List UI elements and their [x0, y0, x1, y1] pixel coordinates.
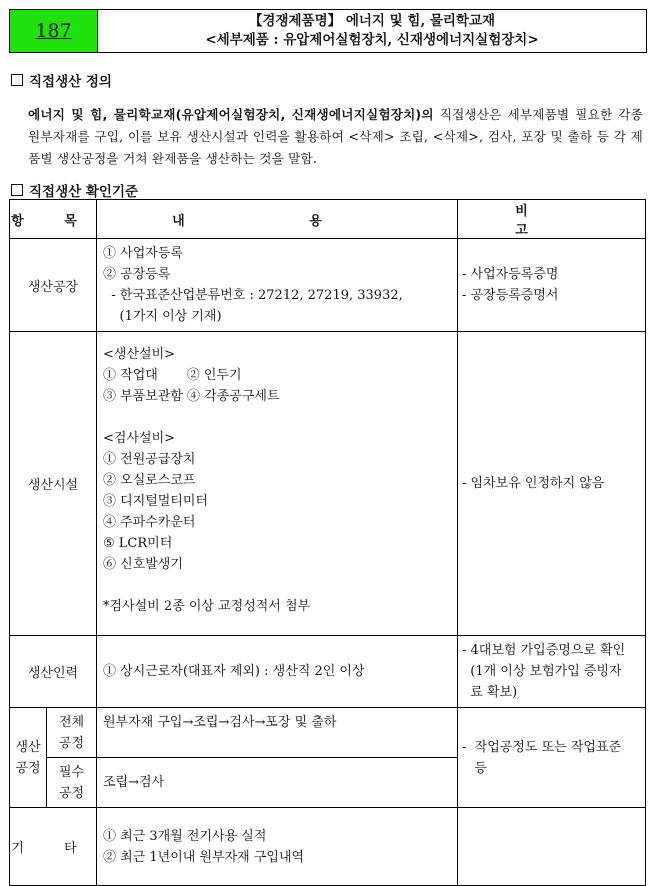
row-content: ① 최근 3개월 전기사용 실적 ② 최근 1년이내 원부자재 구입내역 [97, 808, 458, 886]
table-row-facility [10, 332, 646, 636]
row-content: ① 사업자등록 ② 공장등록 - 한국표준산업분류번호 : 27212, 27219, 33932, (1가지 이상 기재) [97, 239, 458, 332]
table-row-process-full [10, 708, 646, 758]
criteria-heading-text: 직접생산 확인기준 [29, 184, 139, 200]
row-content-full: 원부자재 구입→조립→검사→포장 및 출하 [97, 708, 458, 758]
col-note-header: 비 고 [458, 200, 646, 239]
row-sublabel-full: 전체 공정 [47, 708, 97, 758]
row-note [458, 808, 646, 886]
product-title-line2: <세부제품 : 유압제어실험장치, 신재생에너지실험장치> [205, 32, 539, 48]
col-content-header: 내 용 [97, 200, 458, 239]
col-item-header: 항 목 [10, 200, 97, 239]
definition-bold: 에너지 및 힘, 물리학교재(유압제어실험장치, 신재생에너지실험장치)의 [28, 107, 434, 122]
row-label-process: 생산 공정 [10, 708, 47, 808]
row-note: - 4대보험 가입증명으로 확인 (1개 이상 보험가입 증빙자 료 확보) [458, 636, 646, 708]
row-content: ① 상시근로자(대표자 제외) : 생산직 2인 이상 [97, 636, 458, 708]
row-label: 생산시설 [10, 332, 97, 636]
row-label: 기 타 [10, 808, 97, 886]
table-row-personnel [10, 636, 646, 708]
product-header [9, 9, 647, 53]
table-row-other [10, 808, 646, 886]
row-content: <생산설비> ① 작업대 ② 인두기 ③ 부품보관함 ④ 각종공구세트 <검사설비> ① 전원공급장치 ② 오실로스코프 ③ 디지털멀티미터 ④ 주파수카운터 ⑤ LCR미터 ⑥ 신호발생기 *검사설비 2종 이상 교정성적서 첨부 [97, 332, 458, 636]
criteria-heading [11, 180, 138, 200]
row-content-required: 조립→검사 [97, 758, 458, 808]
product-number: 187 [10, 10, 98, 52]
row-note: - 사업자등록증명 - 공장등록증명서 [458, 239, 646, 332]
row-sublabel-required: 필수 공정 [47, 758, 97, 808]
definition-heading [11, 70, 112, 90]
square-bullet-icon [11, 184, 23, 196]
row-label: 생산공장 [10, 239, 97, 332]
product-title-line1: 【경쟁제품명】 에너지 및 힘, 물리학교재 [248, 13, 496, 29]
square-bullet-icon [11, 74, 23, 86]
criteria-table [9, 199, 646, 886]
table-header-row [10, 200, 646, 239]
row-note-process: - 작업공정도 또는 작업표준 등 [458, 708, 646, 808]
definition-body: 직접생산은 세부제품별 필요한 각종 원부자재를 구입, 이를 보유 생산시설과 인력을 활용하여 <삭제> 조립, <삭제>, 검사, 포장 및 출하 등 각 제품별 생산공정을 거쳐 완제품을 생산하는 것을 말함. [28, 107, 643, 166]
definition-text [28, 104, 643, 170]
row-label: 생산인력 [10, 636, 97, 708]
product-title [98, 10, 646, 52]
row-note: - 임차보유 인정하지 않음 [458, 332, 646, 636]
table-row-factory [10, 239, 646, 332]
definition-heading-text: 직접생산 정의 [29, 74, 112, 90]
